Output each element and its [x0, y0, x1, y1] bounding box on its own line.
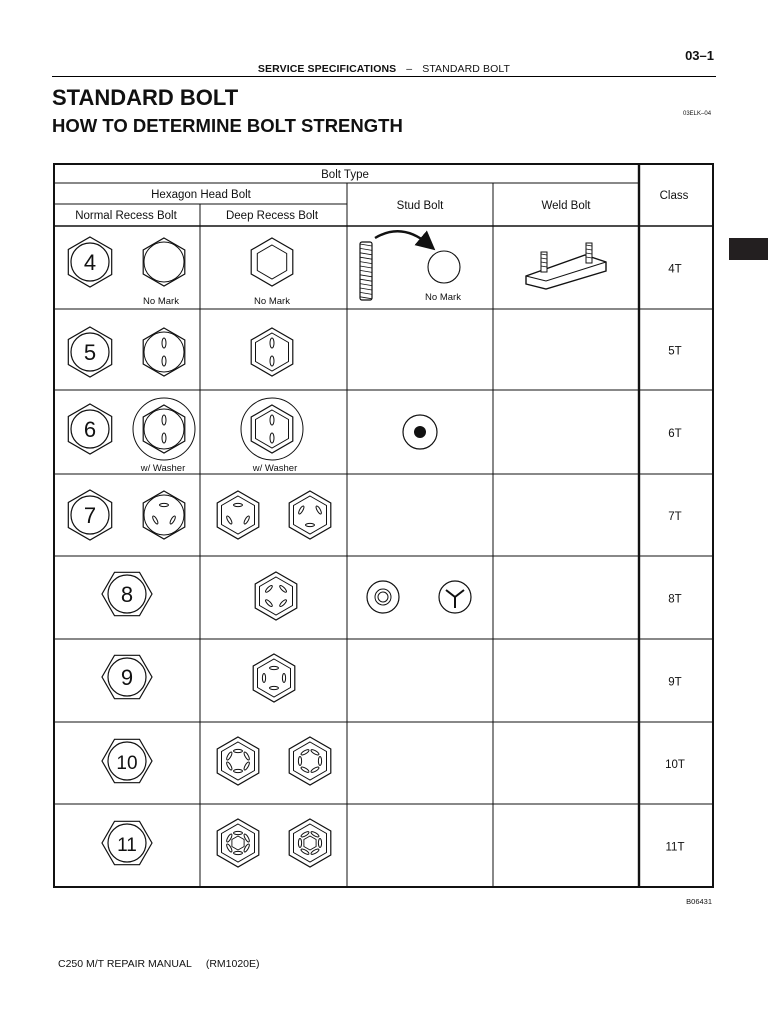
bolt-head-numbered [102, 655, 152, 698]
deep-recess-head-4-marks [255, 572, 297, 620]
header-deep-recess: Deep Recess Bolt [225, 210, 319, 222]
class-value: 8T [668, 593, 682, 606]
footer-code: (RM1020E) [205, 958, 260, 970]
page-number: 03–1 [685, 48, 714, 63]
stud-end-no-mark [428, 251, 460, 283]
stud-bolt-side-view [360, 231, 460, 300]
head-number-label: 7 [83, 503, 97, 528]
class-value: 7T [668, 511, 682, 523]
normal-recess-note: No Mark [143, 296, 179, 307]
deep-recess-head-6-marks-hex-alt [289, 819, 331, 867]
head-number-label: 10 [116, 753, 138, 774]
footer [58, 958, 260, 970]
head-number-label: 9 [120, 665, 134, 690]
document-reference: 03ELK–04 [683, 111, 712, 117]
header-weld-bolt: Weld Bolt [541, 200, 591, 212]
head-number-label: 5 [83, 340, 97, 365]
bolt-head-numbered [68, 237, 111, 287]
deep-recess-note: No Mark [254, 296, 290, 307]
class-value: 4T [668, 263, 682, 276]
running-header-section: SERVICE SPECIFICATIONS [257, 63, 397, 75]
deep-recess-head-3-marks [217, 491, 259, 539]
class-value: 10T [665, 759, 685, 771]
page-title: STANDARD BOLT [52, 85, 239, 110]
normal-recess-head-3-marks [143, 491, 185, 539]
bolt-head-numbered [102, 739, 152, 782]
header-class: Class [659, 190, 689, 202]
stud-end-ring-mark [367, 581, 399, 613]
stud-note: No Mark [425, 292, 461, 303]
deep-recess-head-6-marks [217, 737, 259, 785]
deep-recess-note: w/ Washer [252, 463, 298, 474]
table-border [54, 164, 713, 887]
class-value: 6T [668, 428, 682, 440]
class-value: 11T [665, 841, 685, 854]
bolt-head-numbered [102, 572, 152, 615]
normal-recess-head-2-marks [143, 328, 185, 376]
bolt-head-numbered [68, 490, 111, 540]
class-value: 5T [668, 345, 682, 358]
deep-recess-head-4-marks [253, 654, 295, 702]
normal-recess-note: w/ Washer [140, 463, 186, 474]
stud-end-y-mark [439, 581, 471, 613]
class-value: 9T [668, 676, 682, 689]
header-hexagon-head: Hexagon Head Bolt [151, 189, 251, 201]
arrow-icon [375, 231, 428, 244]
header-normal-recess: Normal Recess Bolt [75, 210, 177, 222]
deep-recess-head-6-marks-alt [289, 737, 331, 785]
deep-recess-head-2-marks [251, 328, 293, 376]
running-header-separator: – [406, 63, 413, 75]
head-number-label: 8 [120, 582, 134, 607]
header-bolt-type: Bolt Type [321, 169, 369, 181]
weld-bolt-drawing [526, 243, 606, 289]
plain-hex-head-no-mark [143, 238, 185, 286]
figure-id: B06431 [686, 897, 712, 906]
head-number-label: 4 [83, 250, 97, 275]
bolt-head-numbered [68, 327, 111, 377]
stud-end-dot-mark [403, 415, 437, 449]
bolt-head-numbered [68, 404, 111, 454]
footer-manual: C250 M/T REPAIR MANUAL [58, 958, 192, 970]
normal-recess-head-washer [133, 398, 195, 460]
deep-recess-head-3-marks-alt [289, 491, 331, 539]
head-number-label: 6 [83, 417, 97, 442]
running-header-topic: STANDARD BOLT [422, 63, 511, 75]
deep-recess-head-no-mark [251, 238, 293, 286]
deep-recess-head-washer [241, 398, 303, 460]
header-stud-bolt: Stud Bolt [396, 200, 444, 212]
bolt-head-numbered [102, 821, 152, 864]
head-number-label: 11 [117, 835, 137, 856]
deep-recess-head-6-marks-hex [217, 819, 259, 867]
page-subtitle: HOW TO DETERMINE BOLT STRENGTH [52, 115, 403, 136]
